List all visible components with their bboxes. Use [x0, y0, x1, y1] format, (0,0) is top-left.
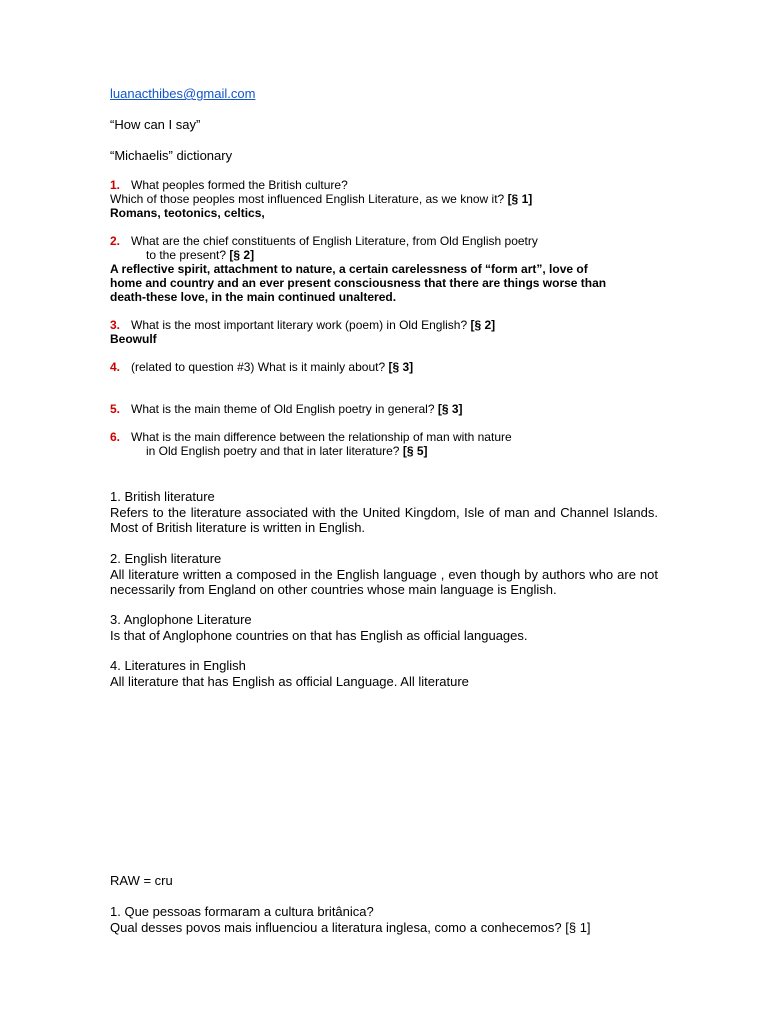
definition-title: 2. English literature: [110, 551, 222, 566]
definition-title: 3. Anglophone Literature: [110, 612, 252, 627]
email-link[interactable]: luanacthibes@gmail.com: [110, 86, 256, 101]
section-ref: [§ 3]: [437, 402, 463, 416]
question-4: [110, 360, 413, 374]
question-number: 4.: [110, 360, 121, 374]
section-ref: [§ 5]: [402, 444, 428, 458]
question-1: [110, 178, 532, 220]
section-ref: [§ 2]: [470, 318, 496, 332]
portuguese-line: 1. Que pessoas formaram a cultura britânica?: [110, 904, 374, 919]
question-number: 3.: [110, 318, 121, 332]
question-text: What is the main theme of Old English poetry in general?: [131, 402, 435, 416]
question-text: Which of those peoples most influenced English Literature, as we know it?: [110, 192, 505, 206]
answer-text: Romans, teotonics, celtics,: [110, 206, 265, 220]
definition-title: 4. Literatures in English: [110, 658, 246, 673]
definition-text: Refers to the literature associated with the United Kingdom, Isle of man and Channel Islands. Most of British literature is written in English.: [110, 504, 658, 535]
portuguese-question: [110, 904, 591, 935]
question-text: (related to question #3) What is it mainly about?: [131, 360, 386, 374]
raw-note: RAW = cru: [110, 873, 173, 888]
question-2: [110, 234, 606, 304]
question-6: [110, 430, 512, 458]
answer-text: home and country and an ever present consciousness that there are things worse than: [110, 276, 607, 290]
question-text: What is the most important literary work (poem) in Old English?: [131, 318, 468, 332]
answer-text: death-these love, in the main continued unaltered.: [110, 290, 397, 304]
question-text: What are the chief constituents of English Literature, from Old English poetry: [131, 234, 538, 248]
michaelis-note: “Michaelis” dictionary: [110, 148, 233, 163]
answer-text: Beowulf: [110, 332, 157, 346]
definition-title: 1. British literature: [110, 489, 215, 504]
question-text: to the present?: [146, 248, 227, 262]
question-text: What peoples formed the British culture?: [131, 178, 348, 192]
question-number: 5.: [110, 402, 121, 416]
portuguese-line: Qual desses povos mais influenciou a literatura inglesa, como a conhecemos? [§ 1]: [110, 919, 591, 935]
definition-text: All literature that has English as official Language. All literature: [110, 673, 469, 689]
definition-4: [110, 658, 469, 689]
section-ref: [§ 2]: [229, 248, 255, 262]
answer-text: A reflective spirit, attachment to nature, a certain carelessness of “form art”, love of: [110, 262, 588, 276]
definition-3: [110, 612, 528, 643]
question-number: 1.: [110, 178, 121, 192]
section-ref: [§ 1]: [507, 192, 533, 206]
question-number: 2.: [110, 234, 121, 248]
section-ref: [§ 3]: [388, 360, 414, 374]
question-5: [110, 402, 463, 416]
question-text: in Old English poetry and that in later literature?: [146, 444, 400, 458]
how-can-i-say-note: “How can I say”: [110, 117, 201, 132]
definition-text: All literature written a composed in the English language , even though by authors who are not necessarily from England on other countries whose main language is English.: [110, 566, 658, 597]
question-text: What is the main difference between the relationship of man with nature: [131, 430, 512, 444]
question-number: 6.: [110, 430, 121, 444]
definition-2: [110, 551, 658, 598]
question-3: [110, 318, 495, 346]
definition-1: [110, 489, 658, 536]
definition-text: Is that of Anglophone countries on that has English as official languages.: [110, 627, 528, 643]
